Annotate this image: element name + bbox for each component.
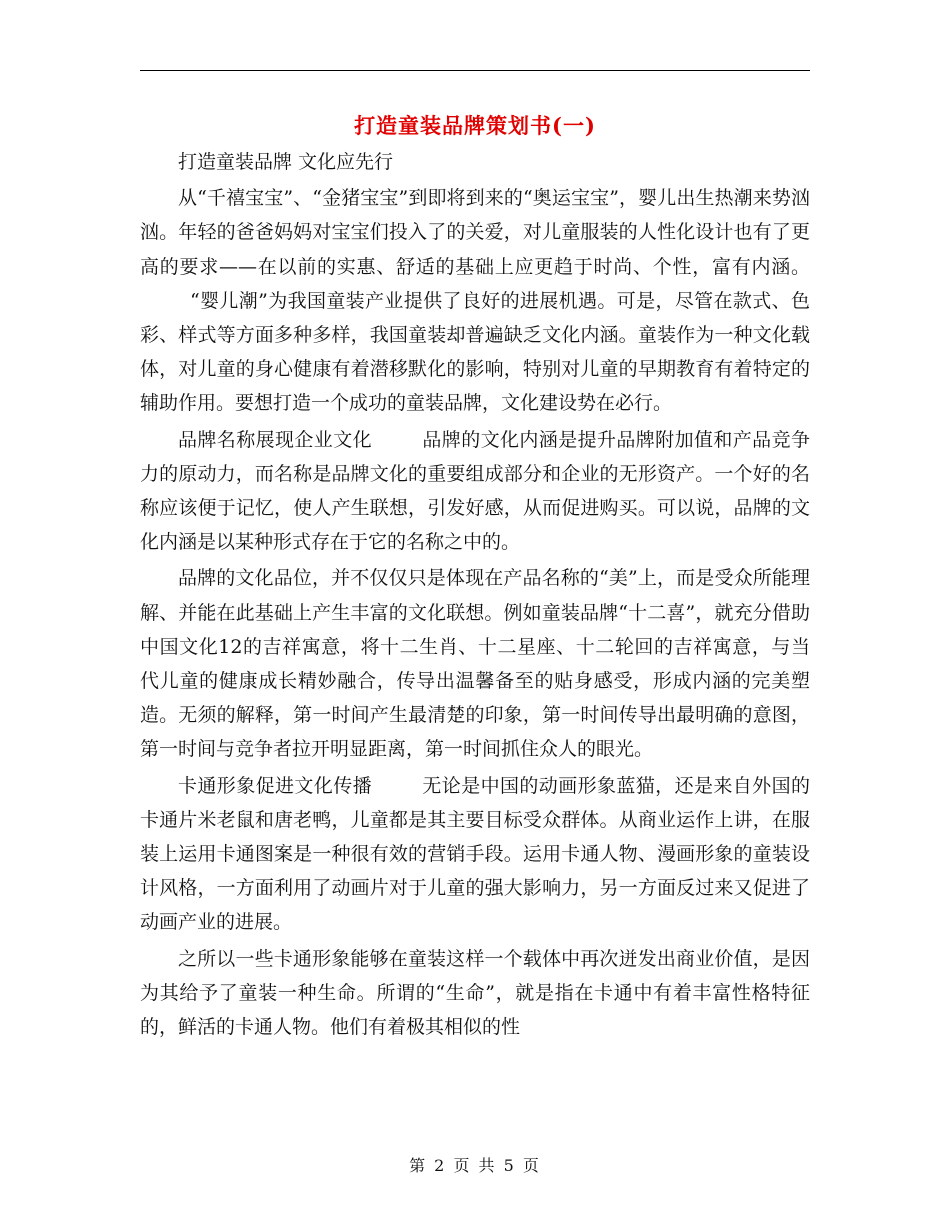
page-number: 第 2 页 共 5 页 <box>409 1156 541 1175</box>
page-title: 打造童装品牌策划书(一) <box>354 113 596 138</box>
header-rule <box>140 70 810 71</box>
paragraph-4: 品牌的文化品位，并不仅仅只是体现在产品名称的“美”上，而是受众所能理解、并能在此基础上产生丰富的文化联想。例如童装品牌“十二喜”，就充分借助中国文化12的吉祥寓意，将十二生肖、十二星座、十二轮回的吉祥寓意，与当代儿童的健康成长精妙融合，传导出温馨备至的贴身感受，形成内涵的完美塑造。无须的解释，第一时间产生最清楚的印象，第一时间传导出最明确的意图，第一时间与竞争者拉开明显距离，第一时间抓住众人的眼光。 <box>140 567 810 761</box>
paragraph-3: 品牌名称展现企业文化 品牌的文化内涵是提升品牌附加值和产品竞争力的原动力，而名称是品牌文化的重要组成部分和企业的无形资产。一个好的名称应该便于记忆，使人产生联想，引发好感，从而促进购买。可以说，品牌的文化内涵是以某种形式存在于它的名称之中的。 <box>140 428 810 554</box>
paragraph-2: 从“千禧宝宝”、“金猪宝宝”到即将到来的“奥运宝宝”，婴儿出生热潮来势汹汹。年轻的爸爸妈妈对宝宝们投入了的关爱，对儿童服装的人性化设计也有了更高的要求——在以前的实惠、舒适的基础上应更趋于时尚、个性，富有内涵。“婴儿潮”为我国童装产业提供了良好的进展机遇。可是，尽管在款式、色彩、样式等方面多种多样，我国童装却普遍缺乏文化内涵。童装作为一种文化载体，对儿童的身心健康有着潜移默化的影响，特别对儿童的早期教育有着特定的辅助作用。要想打造一个成功的童装品牌，文化建设势在必行。 <box>140 187 810 415</box>
paragraph-1 <box>140 145 810 179</box>
section-heading-cartoon: 卡通形象促进文化传播 <box>178 774 372 797</box>
section-heading-name: 品牌名称展现企业文化 <box>178 428 372 451</box>
paragraph-5: 卡通形象促进文化传播 无论是中国的动画形象蓝猫，还是来自外国的卡通片米老鼠和唐老鸭，儿童都是其主要目标受众群体。从商业运作上讲，在服装上运用卡通图案是一种很有效的营销手段。运用卡通人物、漫画形象的童装设计风格，一方面利用了动画片对于儿童的强大影响力，另一方面反过来又促进了动画产业的进展。 <box>140 774 810 934</box>
paragraph-6: 之所以一些卡通形象能够在童装这样一个载体中再次迸发出商业价值，是因为其给予了童装一种生命。所谓的“生命”，就是指在卡通中有着丰富性格特征的，鲜活的卡通人物。他们有着极其相似的性 <box>140 947 810 1039</box>
document-body <box>140 145 810 1046</box>
subtitle: 打造童装品牌 文化应先行 <box>178 151 394 173</box>
